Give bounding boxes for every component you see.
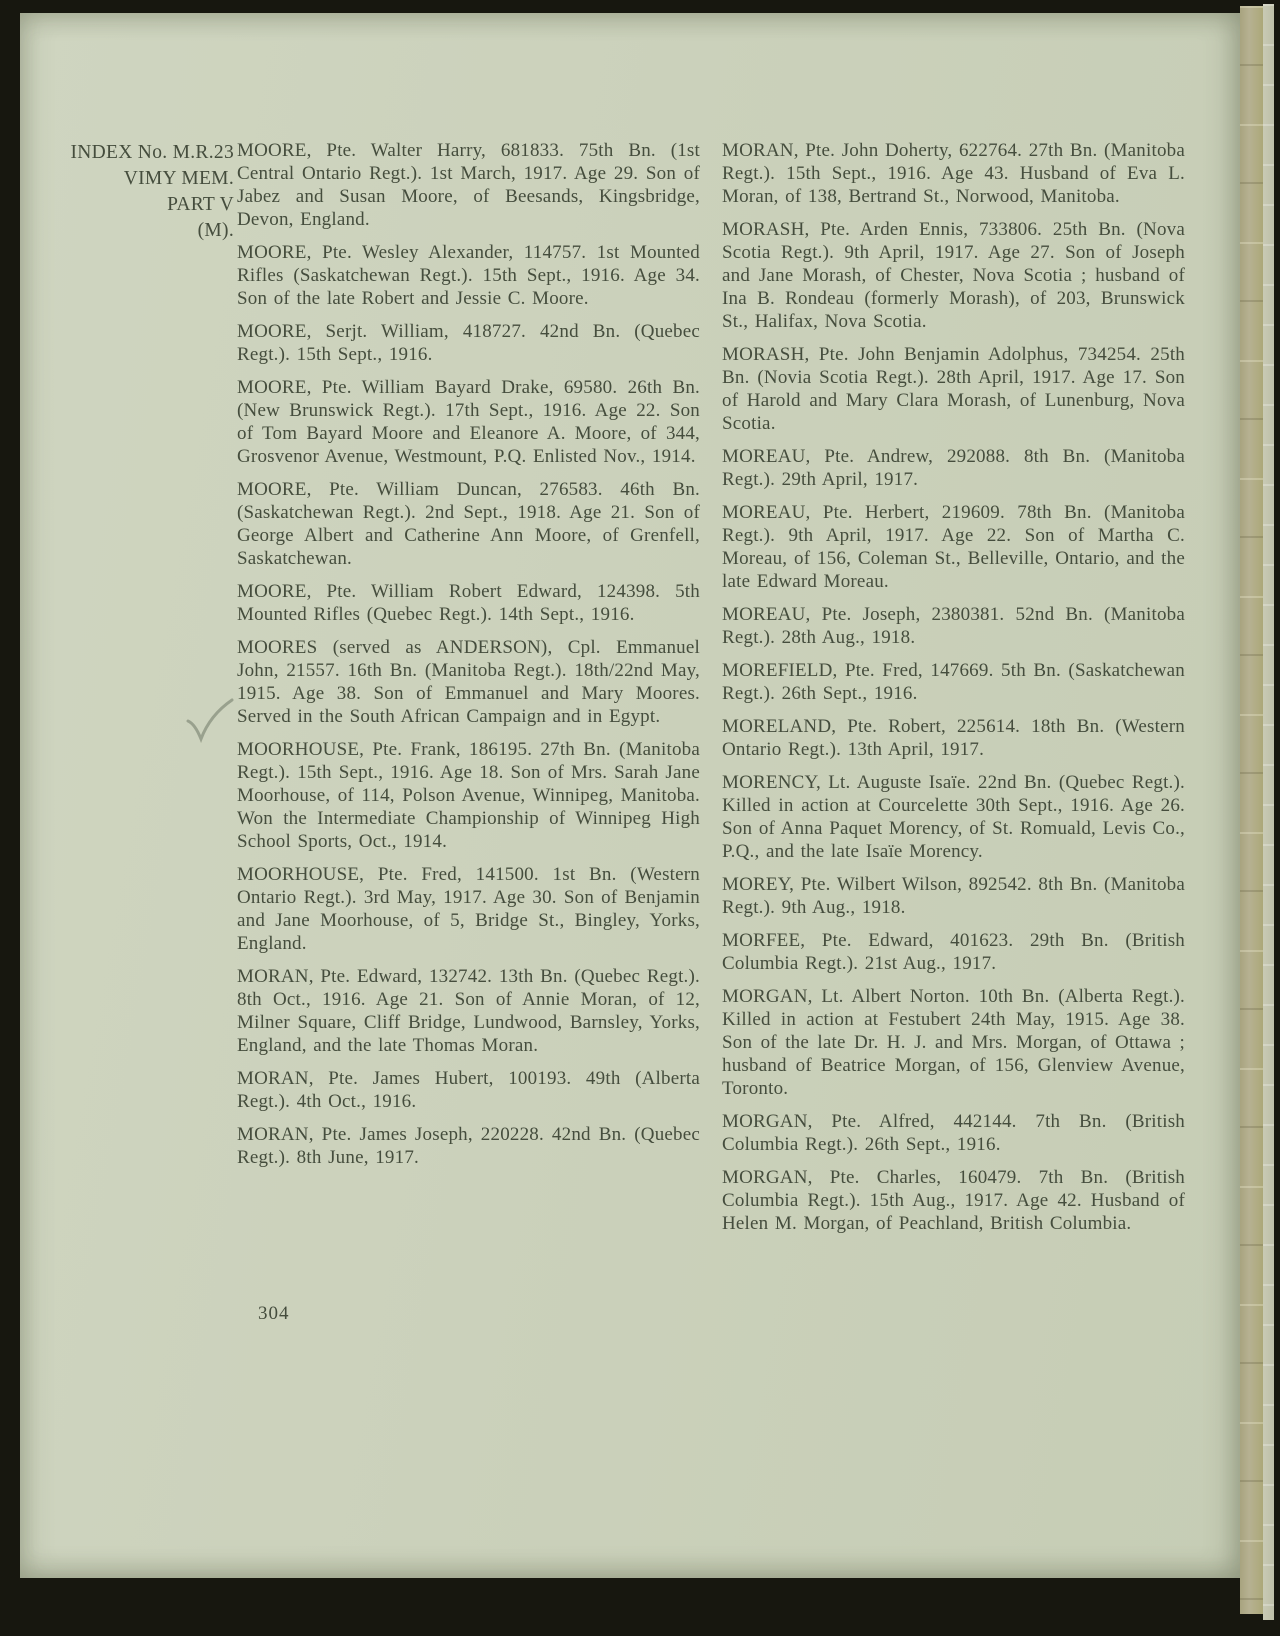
memorial-entry: MOREFIELD, Pte. Fred, 147669. 5th Bn. (Saskatchewan Regt.). 26th Sept., 1916. <box>722 660 1185 704</box>
memorial-entry: MOORHOUSE, Pte. Frank, 186195. 27th Bn. (Manitoba Regt.). 15th Sept., 1916. Age 18. Son of Mrs. Sarah Jane Moorhouse, of 114, Polson Avenue, Winnipeg, Manitoba. Won the Intermediate Championship of Winnipeg High School Sports, Oct., 1914. <box>237 739 700 852</box>
book-fore-edge <box>1240 6 1263 1614</box>
memorial-entry: MORAN, Pte. James Hubert, 100193. 49th (Alberta Regt.). 4th Oct., 1916. <box>237 1068 700 1112</box>
page-number: 304 <box>258 1303 290 1324</box>
book-fore-edge-outer <box>1263 4 1274 1620</box>
memorial-entry: MOREY, Pte. Wilbert Wilson, 892542. 8th Bn. (Manitoba Regt.). 9th Aug., 1918. <box>722 874 1185 918</box>
left-column <box>237 139 700 1179</box>
memorial-entry: MORAN, Pte. Edward, 132742. 13th Bn. (Quebec Regt.). 8th Oct., 1916. Age 21. Son of Annie Moran, of 12, Milner Square, Cliff Bridge, Lundwood, Barnsley, Yorks, England, and the late Thomas Moran. <box>237 966 700 1056</box>
memorial-entry: MORASH, Pte. John Benjamin Adolphus, 734254. 25th Bn. (Novia Scotia Regt.). 28th April, 1917. Age 17. Son of Harold and Mary Clara Morash, of Lunenburg, Nova Scotia. <box>722 344 1185 434</box>
memorial-entry: MORELAND, Pte. Robert, 225614. 18th Bn. (Western Ontario Regt.). 13th April, 1917. <box>722 716 1185 760</box>
memorial-entry: MORASH, Pte. Arden Ennis, 733806. 25th Bn. (Nova Scotia Regt.). 9th April, 1917. Age 27. Son of Joseph and Jane Morash, of Chester, Nova Scotia ; husband of Ina B. Rondeau (formerly Morash), of 203, Brunswick St., Halifax, Nova Scotia. <box>722 219 1185 332</box>
memorial-entry: MOORES (served as ANDERSON), Cpl. Emmanuel John, 21557. 16th Bn. (Manitoba Regt.). 18th/22nd May, 1915. Age 38. Son of Emmanuel and Mary Moores. Served in the South African Campaign and in Egypt. <box>237 637 700 727</box>
memorial-entry: MORENCY, Lt. Auguste Isaïe. 22nd Bn. (Quebec Regt.). Killed in action at Courcelette 30th Sept., 1916. Age 26. Son of Anna Paquet Morency, of St. Romuald, Levis Co., P.Q., and the late Isaïe Morency. <box>722 772 1185 862</box>
book-page <box>20 13 1240 1578</box>
memorial-entry: MOORE, Pte. Walter Harry, 681833. 75th Bn. (1st Central Ontario Regt.). 1st March, 1917. Age 29. Son of Jabez and Susan Moore, of Beesands, Kingsbridge, Devon, England. <box>237 140 700 230</box>
memorial-entry: MOORE, Pte. William Duncan, 276583. 46th Bn. (Saskatchewan Regt.). 2nd Sept., 1918. Age 21. Son of George Albert and Catherine Ann Moore, of Grenfell, Saskatchewan. <box>237 479 700 569</box>
memorial-entry: MOORHOUSE, Pte. Fred, 141500. 1st Bn. (Western Ontario Regt.). 3rd May, 1917. Age 30. Son of Benjamin and Jane Moorhouse, of 5, Bridge St., Bingley, Yorks, England. <box>237 864 700 954</box>
memorial-entry: MOORE, Serjt. William, 418727. 42nd Bn. (Quebec Regt.). 15th Sept., 1916. <box>237 321 700 365</box>
memorial-entry: MOORE, Pte. Wesley Alexander, 114757. 1st Mounted Rifles (Saskatchewan Regt.). 15th Sept., 1916. Age 34. Son of the late Robert and Jessie C. Moore. <box>237 242 700 309</box>
memorial-entry: MOORE, Pte. William Robert Edward, 124398. 5th Mounted Rifles (Quebec Regt.). 14th Sept., 1916. <box>237 581 700 625</box>
index-header <box>40 140 234 244</box>
memorial-entry: MOREAU, Pte. Herbert, 219609. 78th Bn. (Manitoba Regt.). 9th April, 1917. Age 22. Son of Martha C. Moreau, of 156, Coleman St., Belleville, Ontario, and the late Edward Moreau. <box>722 502 1185 592</box>
memorial-entry: MOORE, Pte. William Bayard Drake, 69580. 26th Bn. (New Brunswick Regt.). 17th Sept., 1916. Age 22. Son of Tom Bayard Moore and Eleanore A. Moore, of 344, Grosvenor Avenue, Westmount, P.Q. Enlisted Nov., 1914. <box>237 377 700 467</box>
right-column <box>722 139 1185 1245</box>
letter-section-line: (M). <box>197 220 234 241</box>
memorial-entry: MORGAN, Lt. Albert Norton. 10th Bn. (Alberta Regt.). Killed in action at Festubert 24th May, 1915. Age 38. Son of the late Dr. H. J. and Mrs. Morgan, of Ottawa ; husband of Beatrice Morgan, of 156, Glenview Avenue, Toronto. <box>722 986 1185 1099</box>
memorial-entry: MORAN, Pte. James Joseph, 220228. 42nd Bn. (Quebec Regt.). 8th June, 1917. <box>237 1124 700 1168</box>
memorial-entry: MORAN, Pte. John Doherty, 622764. 27th Bn. (Manitoba Regt.). 15th Sept., 1916. Age 43. Husband of Eva L. Moran, of 138, Bertrand St., Norwood, Manitoba. <box>722 140 1185 207</box>
memorial-entry: MORGAN, Pte. Charles, 160479. 7th Bn. (British Columbia Regt.). 15th Aug., 1917. Age 42. Husband of Helen M. Morgan, of Peachland, British Columbia. <box>722 1167 1185 1234</box>
part-line: PART V <box>167 194 234 215</box>
memorial-entry: MORFEE, Pte. Edward, 401623. 29th Bn. (British Columbia Regt.). 21st Aug., 1917. <box>722 930 1185 974</box>
memorial-entry: MOREAU, Pte. Joseph, 2380381. 52nd Bn. (Manitoba Regt.). 28th Aug., 1918. <box>722 604 1185 648</box>
memorial-entry: MORGAN, Pte. Alfred, 442144. 7th Bn. (British Columbia Regt.). 26th Sept., 1916. <box>722 1111 1185 1155</box>
memorial-name-line: VIMY MEM. <box>123 168 234 189</box>
memorial-entry: MOREAU, Pte. Andrew, 292088. 8th Bn. (Manitoba Regt.). 29th April, 1917. <box>722 446 1185 490</box>
pencil-checkmark-icon <box>183 695 237 751</box>
index-number-line: INDEX No. M.R.23 <box>70 142 234 163</box>
